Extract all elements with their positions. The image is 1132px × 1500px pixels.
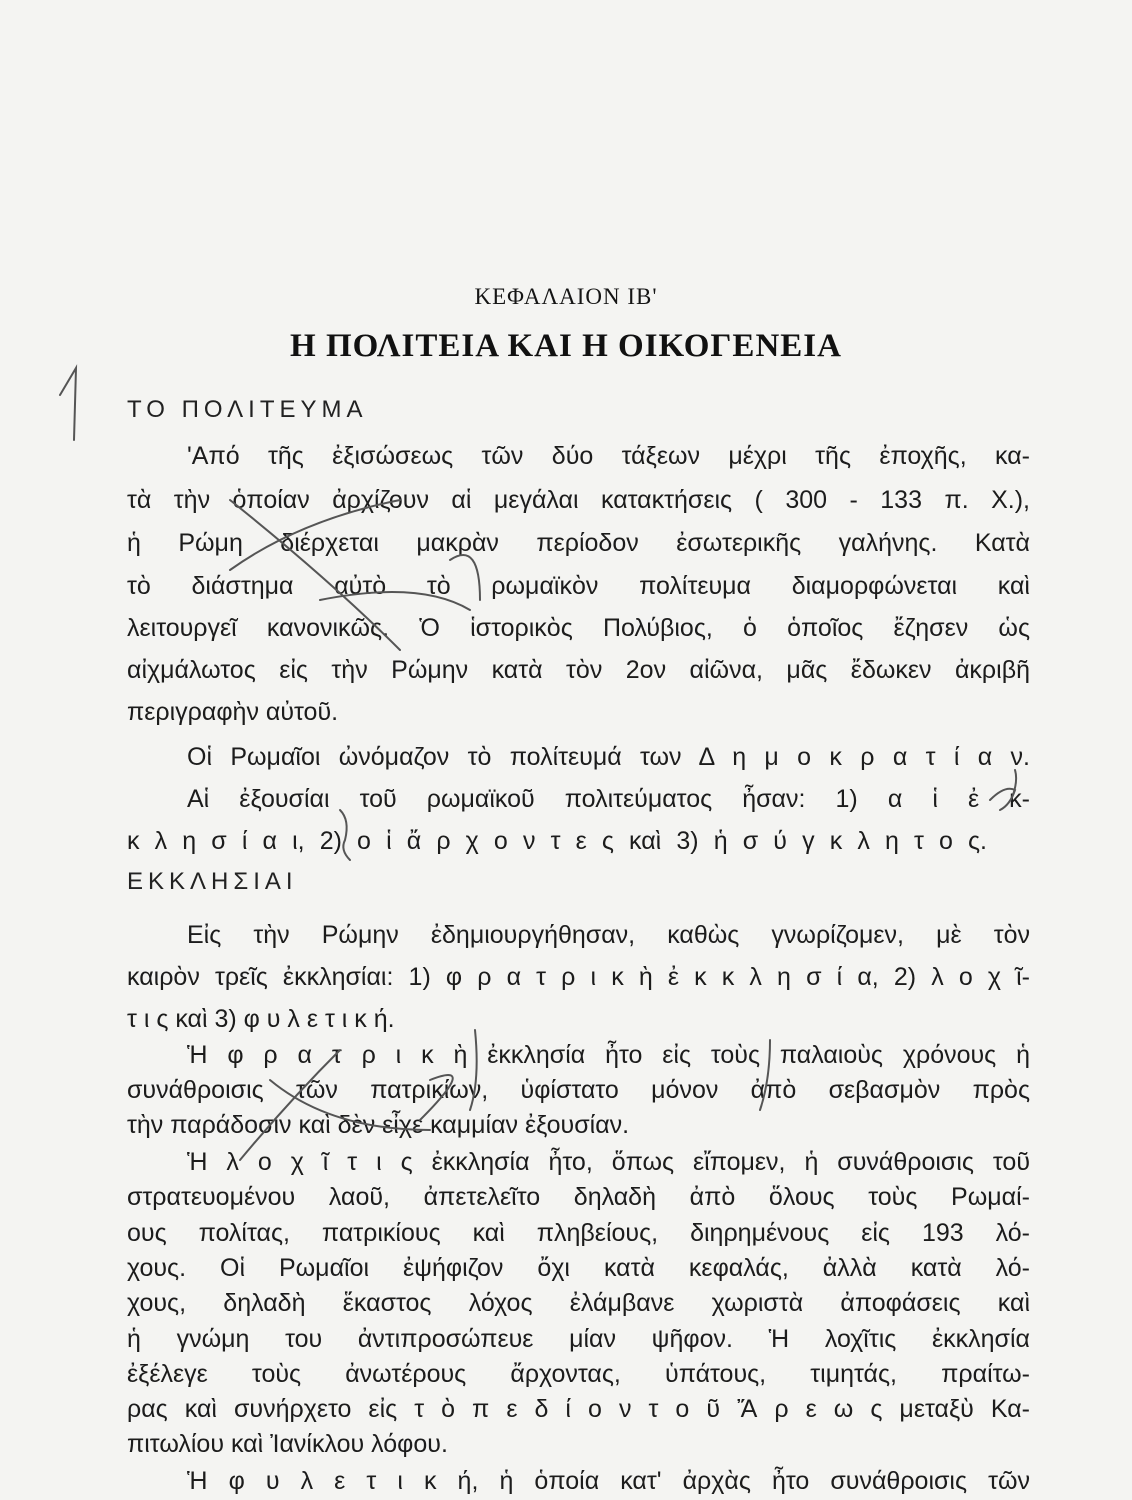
text-line: στρατευομένου λαοῦ, ἀπετελεῖτο δηλαδὴ ἀπὸ ὅλους τοὺς Ρωμαί- — [127, 1183, 1030, 1212]
text-line: χους, δηλαδὴ ἕκαστος λόχος ἐλάμβανε χωριστὰ ἀποφάσεις καὶ — [127, 1289, 1030, 1318]
text-line: ἐξέλεγε τοὺς ἀνωτέρους ἄρχοντας, ὑπάτους, τιμητάς, πραίτω- — [127, 1359, 1030, 1388]
text-line: Εἰς τὴν Ρώμην ἐδημιουργήθησαν, καθὼς γνωρίζομεν, μὲ τὸν — [187, 921, 1030, 949]
text-line: Αἱ ἐξουσίαι τοῦ ρωμαϊκοῦ πολιτεύματος ἦσαν: 1) α ἱ ἐ κ- — [187, 785, 1030, 813]
text-line: περιγραφὴν αὐτοῦ. — [127, 698, 339, 726]
text-line: τ ι ς καὶ 3) φ υ λ ε τ ι κ ή. — [127, 1004, 395, 1033]
chapter-title: Η ΠΟΛΙΤΕΙΑ ΚΑΙ Η ΟΙΚΟΓΕΝΕΙΑ — [290, 328, 842, 364]
text-line: ἡ γνώμη του ἀντιπροσώπευε μίαν ψῆφον. Ἡ λοχῖτις ἐκκλησία — [127, 1324, 1030, 1353]
section-heading-politeuma: ΤΟ ΠΟΛΙΤΕΥΜΑ — [127, 396, 368, 423]
text-line: Οἱ Ρωμαῖοι ὠνόμαζον τὸ πολίτευμά των Δ η μ ο κ ρ α τ ί α ν. — [187, 743, 1030, 771]
handwritten-number-one — [60, 368, 76, 440]
text-line: τὴν παράδοσιν καὶ δὲν εἶχε καμμίαν ἐξουσίαν. — [127, 1111, 630, 1140]
text-line: τὸ διάστημα αὐτὸ τὸ ρωμαϊκὸν πολίτευμα διαμορφώνεται καὶ — [127, 572, 1030, 600]
text-line: πιτωλίου καὶ Ἰανίκλου λόφου. — [127, 1430, 448, 1459]
text-line: 'Από τῆς ἐξισώσεως τῶν δύο τάξεων μέχρι τῆς ἐποχῆς, κα- — [187, 442, 1030, 470]
text-line: ρας καὶ συνήρχετο εἰς τ ὸ π ε δ ί ο ν τ ο ῦ Ἄ ρ ε ω ς μεταξὺ Κα- — [127, 1395, 1030, 1424]
text-line: χους. Οἱ Ρωμαῖοι ἐψήφιζον ὄχι κατὰ κεφαλάς, ἀλλὰ κατὰ λό- — [127, 1254, 1030, 1282]
text-line: αἰχμάλωτος εἰς τὴν Ρώμην κατὰ τὸν 2ον αἰῶνα, μᾶς ἔδωκεν ἀκριβῆ — [127, 656, 1030, 684]
text-line: ους πολίτας, πατρικίους καὶ πληβείους, διηρημένους εἰς 193 λό- — [127, 1218, 1030, 1247]
text-line: τὰ τὴν ὁποίαν ἀρχίζουν αἱ μεγάλαι κατακτήσεις ( 300 - 133 π. Χ.), — [127, 486, 1030, 514]
text-line: Ἡ φ υ λ ε τ ι κ ή, ἡ ὁποία κατ' ἀρχὰς ἦτο συνάθροισις τῶν — [187, 1467, 1030, 1496]
section-heading-ekklisiai: ΕΚΚΛΗΣΙΑΙ — [127, 868, 298, 895]
chapter-label: ΚΕΦΑΛΑΙΟΝ ΙΒ' — [474, 284, 658, 309]
text-line: λειτουργεῖ κανονικῶς. Ὁ ἱστορικὸς Πολύβιος, ὁ ὁποῖος ἔζησεν ὡς — [127, 614, 1030, 642]
text-line: κ λ η σ ί α ι, 2) ο ἱ ἄ ρ χ ο ν τ ε ς καὶ 3) ἡ σ ύ γ κ λ η τ ο ς. — [127, 827, 987, 855]
text-line: ἡ Ρώμη διέρχεται μακρὰν περίοδον ἐσωτερικῆς γαλήνης. Κατὰ — [127, 529, 1030, 557]
text-line: συνάθροισις τῶν πατρικίων, ὑφίστατο μόνον ἀπὸ σεβασμὸν πρὸς — [127, 1075, 1030, 1104]
text-line: Ἡ λ ο χ ῖ τ ι ς ἐκκλησία ἦτο, ὅπως εἴπομεν, ἡ συνάθροισις τοῦ — [187, 1148, 1030, 1177]
text-line: καιρὸν τρεῖς ἐκκλησίαι: 1) φ ρ α τ ρ ι κ ὴ ἐ κ κ λ η σ ί α, 2) λ ο χ ῖ- — [127, 963, 1030, 991]
text-line: Ἡ φ ρ α τ ρ ι κ ὴ ἐκκλησία ἦτο εἰς τοὺς παλαιοὺς χρόνους ἡ — [187, 1040, 1030, 1069]
